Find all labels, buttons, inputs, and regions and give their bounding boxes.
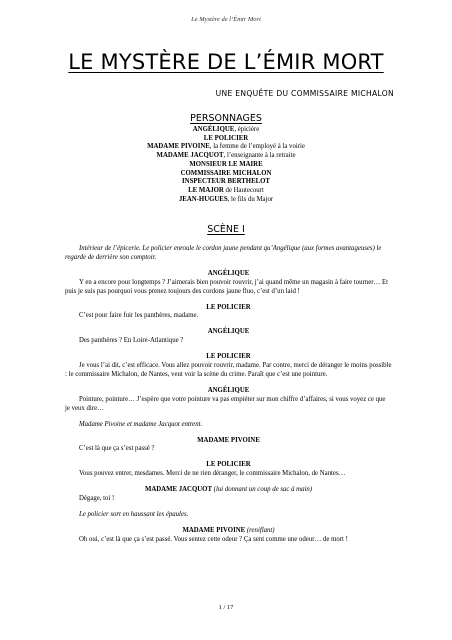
scene-heading: SCÈNE I	[207, 224, 245, 235]
scene-script	[65, 245, 392, 545]
cast-entry	[0, 152, 452, 161]
stage-direction: Madame Pivoine et madame Jacquot entrent.	[79, 420, 203, 428]
dialogue-line: Vous pouvez entrer, mesdames. Merci de ne rien déranger, le commissaire Michalon, de Nantes…	[79, 470, 346, 478]
cast-name: LE POLICIER	[203, 134, 249, 142]
cast-description: , épicière	[234, 126, 260, 133]
stage-direction: Le policier sort en haussant les épaules.	[79, 510, 189, 518]
speaker-name: MADAME PIVOINE	[197, 436, 260, 444]
speaker-direction: (reniflant)	[245, 526, 275, 534]
cast-entry	[0, 178, 452, 187]
cast-entry	[0, 187, 452, 196]
dialogue-line: C’est là que ça s’est passé ?	[79, 445, 155, 453]
cast-name: LE MAJOR	[188, 186, 224, 194]
dialogue-line: Oh oui, c’est là que ça s’est passé. Vous sentez cette odeur ? Ça sent comme une odeur… de mort !	[79, 535, 348, 543]
cast-description: de Hautecourt	[223, 186, 264, 194]
cast-description: , la femme de l’employé à la voirie	[209, 143, 305, 151]
speaker-name: MADAME JACQUOT	[144, 486, 212, 494]
cast-entry	[0, 126, 452, 135]
page-number: 1 / 17	[218, 604, 234, 611]
speaker-name: ANGÉLIQUE	[207, 386, 250, 394]
running-header: Le Mystère de l’Émir Mort	[191, 16, 261, 23]
speaker-name: LE POLICIER	[206, 303, 251, 311]
cast-name: ANGÉLIQUE	[192, 126, 235, 133]
cast-description: , l’enseignante à la retraite	[223, 152, 296, 160]
cast-entry	[0, 196, 452, 205]
cast-description: , le fils du Major	[227, 195, 274, 203]
cast-entry	[0, 135, 452, 144]
dialogue-line: Dégage, toi !	[79, 495, 115, 503]
dialogue-line: Y en a encore pour longtemps ? J’aimerais bien pouvoir rouvrir, j’ai quand même un magasin à faire tourner… Et puis je suis pas pourquoi vous prenez toujours des cordons jaune fluo, c’est d’un laid !	[65, 278, 389, 295]
dialogue-line: Pointure, pointure… J’espère que votre pointure va pas empiéter sur mon chiffre d’affaires, si vous voyez ce que je veux dire…	[65, 395, 386, 412]
speaker-with-direction	[65, 527, 392, 536]
cast-entry	[0, 161, 452, 170]
speaker-name: ANGÉLIQUE	[207, 269, 250, 277]
speaker-name: ANGÉLIQUE	[207, 328, 250, 336]
speaker-with-direction	[65, 486, 392, 495]
cast-name: JEAN-HUGUES	[178, 195, 228, 203]
cast-name: MADAME PIVOINE	[147, 143, 210, 151]
document-subtitle: UNE ENQUÊTE DU COMMISSAIRE MICHALON	[215, 89, 394, 98]
cast-entry	[0, 143, 452, 152]
cast-heading: PERSONNAGES	[190, 113, 262, 124]
cast-list	[0, 126, 452, 204]
cast-entry	[0, 170, 452, 179]
cast-name: INSPECTEUR BERTHELOT	[182, 178, 270, 186]
speaker-direction: (lui donnant un coup de sac à main)	[211, 486, 313, 494]
cast-name: MONSIEUR LE MAIRE	[189, 160, 263, 168]
dialogue-line: C’est pour faire fuir les panthères, madame.	[79, 312, 199, 320]
dialogue-line: Je vous l’ai dit, c’est efficace. Vous allez pouvoir rouvrir, madame. Par contre, merci de déranger le moins possible : le commissaire Michalon, de Nantes, veut voir la scène du crime. Paraît que c’est une pointure.	[65, 362, 392, 378]
speaker-name: MADAME PIVOINE	[182, 526, 246, 534]
document-title: LE MYSTÈRE DE L’ÉMIR MORT	[68, 50, 384, 74]
speaker-name: LE POLICIER	[206, 353, 251, 361]
cast-name: MADAME JACQUOT	[156, 152, 224, 160]
stage-direction: Intérieur de l’épicerie. Le policier enroule le cordon jaune pendant qu’Angélique (aux formes avantageuses) le regarde de derrière son comptoir.	[65, 245, 382, 261]
speaker-name: LE POLICIER	[206, 461, 251, 469]
cast-name: COMMISSAIRE MICHALON	[180, 169, 272, 177]
dialogue-line: Des panthères ? En Loire-Atlantique ?	[79, 337, 184, 345]
